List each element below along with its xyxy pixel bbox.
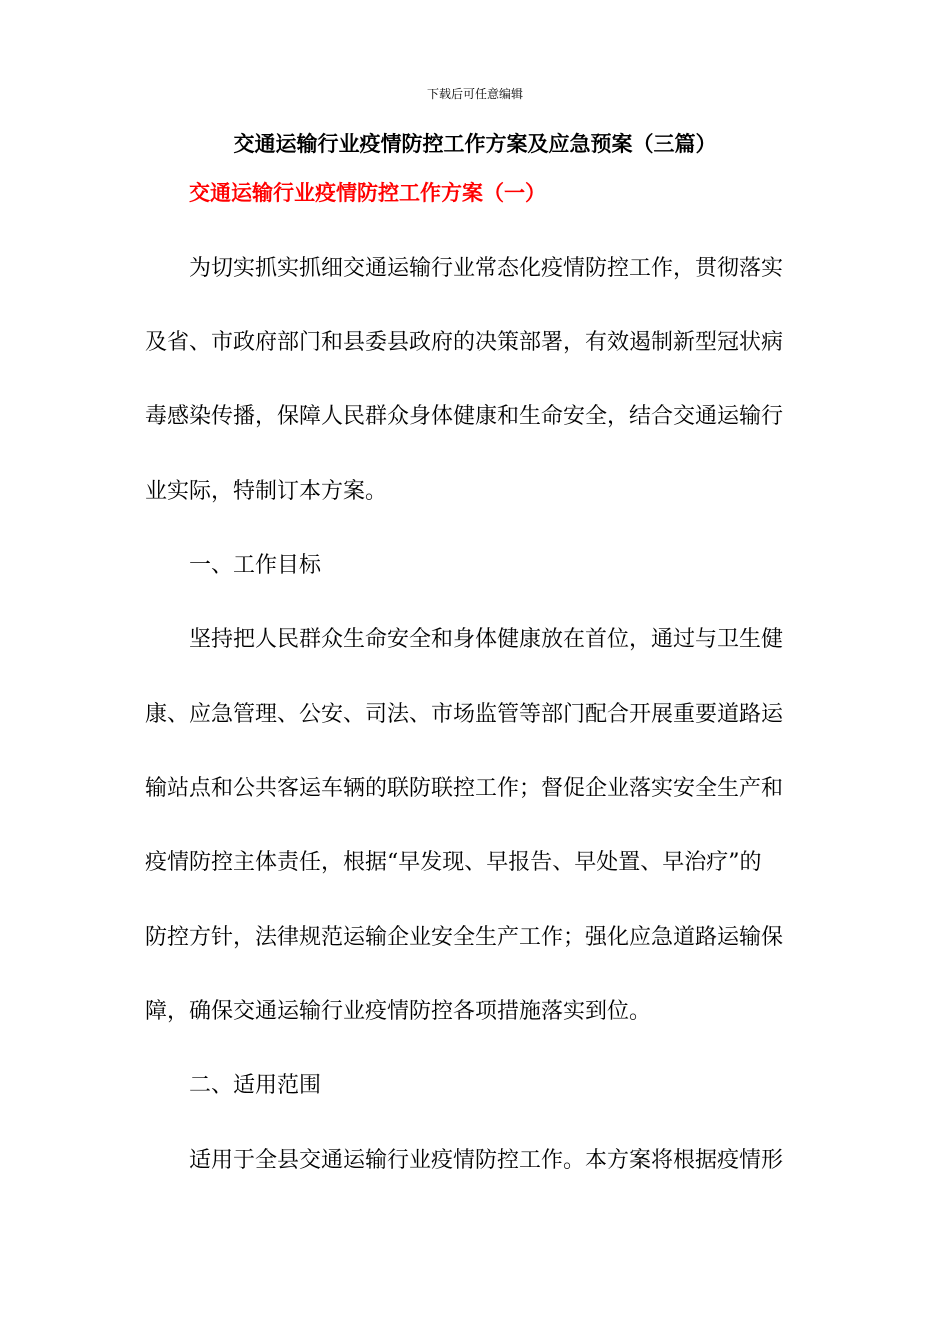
paragraph-line: 坚持把人民群众生命安全和身体健康放在首位，通过与卫生健 — [189, 627, 784, 652]
paragraph-line: 输站点和公共客运车辆的联防联控工作；督促企业落实安全生产和 — [145, 776, 784, 801]
paragraph-line: 障，确保交通运输行业疫情防控各项措施落实到位。 — [145, 999, 652, 1024]
header-note: 下载后可任意编辑 — [426, 87, 523, 101]
paragraph-line: 及省、市政府部门和县委县政府的决策部署，有效遏制新型冠状病 — [145, 330, 784, 355]
document-title: 交通运输行业疫情防控工作方案及应急预案（三篇） — [233, 131, 717, 156]
section-heading-goals: 一、工作目标 — [189, 553, 322, 578]
paragraph-line: 防控方针，法律规范运输企业安全生产工作；强化应急道路运输保 — [145, 925, 784, 950]
paragraph-line: 为切实抓实抓细交通运输行业常态化疫情防控工作，贯彻落实 — [189, 256, 784, 281]
section-heading-scope: 二、适用范围 — [189, 1073, 322, 1098]
paragraph-line: 业实际，特制订本方案。 — [145, 479, 388, 504]
paragraph-line: 适用于全县交通运输行业疫情防控工作。本方案将根据疫情形 — [189, 1148, 784, 1173]
paragraph-line: 疫情防控主体责任，根据“早发现、早报告、早处置、早治疗”的 — [145, 850, 762, 875]
paragraph-line: 毒感染传播，保障人民群众身体健康和生命安全，结合交通运输行 — [145, 404, 784, 429]
paragraph-line: 康、应急管理、公安、司法、市场监管等部门配合开展重要道路运 — [145, 702, 784, 727]
section-title: 交通运输行业疫情防控工作方案（一） — [189, 180, 546, 205]
